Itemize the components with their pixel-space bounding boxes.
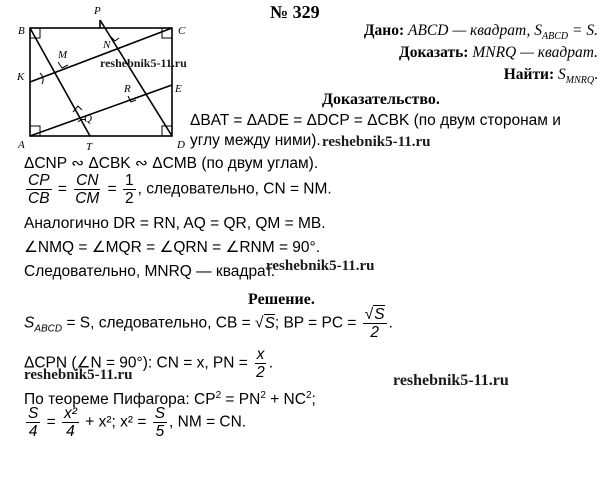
label-r: R	[124, 83, 131, 95]
prove-label: Доказать:	[399, 44, 469, 61]
label-t: T	[86, 141, 93, 153]
prove-line	[399, 44, 598, 62]
line-ck	[30, 28, 172, 82]
watermark: reshebnik5-11.ru	[322, 134, 431, 150]
proof-line-5: Аналогично DR = RN, AQ = QR, QM = MB.	[24, 215, 326, 232]
proof-line-2: углу между ними).	[190, 132, 321, 149]
solution-line-3: По теореме Пифагора: $CP^2 = PN^2 + NC^2$;	[24, 390, 316, 409]
solution-line-4: $\frac{S}{4}$ = $\frac{\text{x²}}{4}$ + x²; x² = $\frac{S}{5}$ , NM = CN.	[28, 405, 247, 441]
given-line: Дано: ABCD — квадрат, $S_{ABCD} = S$.	[363, 22, 598, 43]
watermark: reshebnik5-11.ru	[100, 56, 187, 70]
proof-line-6: ∠NMQ = ∠MQR = ∠QRN = ∠RNM = 90°.	[24, 239, 321, 256]
line-ae	[30, 85, 172, 136]
prove-text: MNRQ — квадрат.	[472, 44, 598, 61]
find-text: S	[558, 66, 566, 83]
geometry-figure	[0, 0, 190, 165]
proof-title: Доказательство.	[322, 91, 440, 108]
solution-title: Решение.	[248, 291, 315, 308]
label-a: A	[18, 139, 25, 151]
label-n: N	[103, 39, 111, 51]
proof-line-7: Следовательно, MNRQ — квадрат.	[24, 263, 276, 280]
find-label: Найти:	[503, 66, 555, 83]
watermark: reshebnik5-11.ru	[393, 372, 509, 389]
given-label: Дано:	[363, 22, 405, 39]
proof-line-3: ΔCNP ∾ ΔCBK ∾ ΔCMB (по двум углам).	[24, 155, 319, 172]
label-m: M	[58, 49, 68, 61]
solution-line-2: ΔCPN (∠N = 90°): CN = x, PN = $\frac{x}{2}$ .	[24, 346, 274, 382]
square-abcd	[30, 28, 172, 136]
label-k: K	[17, 71, 25, 83]
watermark: reshebnik5-11.ru	[266, 258, 375, 274]
problem-number: № 329	[270, 2, 320, 22]
label-d: D	[177, 139, 185, 151]
label-e: E	[175, 83, 182, 95]
watermark: reshebnik5-11.ru	[24, 367, 133, 383]
label-q: Q	[84, 113, 92, 125]
label-p: P	[94, 5, 101, 17]
proof-line-1: ΔBAT = ΔADE = ΔDCP = ΔCBK (по двум сторонам и	[190, 112, 561, 129]
label-c: C	[178, 25, 186, 37]
solution-line-1: $S_{ABCD} = S$, следовательно, CB = √S; BP = PC = $\frac{√S}{2}$ .	[24, 306, 393, 342]
given-text: ABCD — квадрат, S	[408, 22, 543, 39]
find-line: Найти: $S_{MNRQ}$.	[503, 66, 598, 87]
proof-fraction-line: $\frac{CP}{CB}$ = $\frac{CN}{CM}$ = $\frac{1}{2}$ , следовательно, CN = NM.	[28, 172, 332, 208]
label-b: B	[18, 25, 25, 37]
